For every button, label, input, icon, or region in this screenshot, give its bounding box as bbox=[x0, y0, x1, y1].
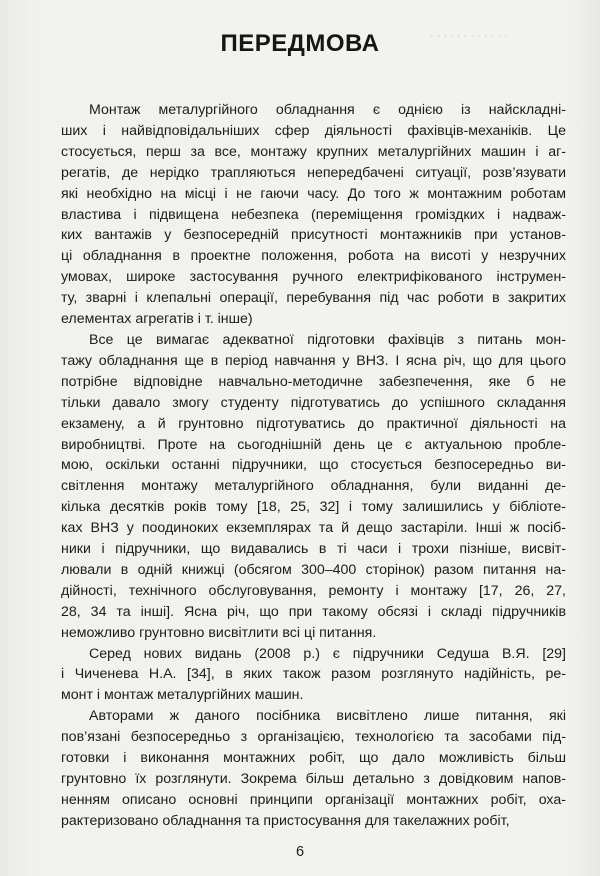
text-line: ших і найвідповідальніших сфер діяльності фахівців-механіків. Це bbox=[61, 122, 566, 139]
text-line: ники і підручники, що видавались в ті часи і трохи пізніше, висвіт- bbox=[61, 541, 566, 558]
text-line: дійності, технічного обслуговування, ремонту і монтажу [17, 26, 27, bbox=[61, 582, 566, 599]
text-line: світлення монтажу металургійного обладнання, були виданні де- bbox=[61, 478, 566, 495]
text-line: Все це вимагає адекватної підготовки фахівців з питань мон- bbox=[89, 331, 566, 348]
text-line: властива і підвищена небезпека (переміщення громіздких і надваж- bbox=[61, 206, 566, 223]
text-line: ту, зварні і клепальні операції, перебування під час роботи в закритих bbox=[61, 290, 566, 307]
show-through-text: · · · · · · · · · · · · bbox=[430, 30, 508, 42]
text-line: пов’язані безпосередньо з організацією, технологією та засобами під- bbox=[61, 729, 566, 746]
text-line: регатів, де нерідко трапляються непередбачені ситуації, розв’язувати bbox=[61, 164, 566, 181]
text-line: грунтовно їх розглянути. Зокрема більш детально з довідковим напов- bbox=[61, 771, 566, 787]
page-title: ПЕРЕДМОВА bbox=[220, 30, 380, 57]
text-line: кілька десятків років тому [18, 25, 32] і тому залишились у бібліоте- bbox=[61, 499, 566, 516]
text-line: екзамену, а й грунтовно підготуватись до практичної діяльності на bbox=[61, 415, 566, 432]
body-text bbox=[61, 100, 566, 832]
text-line: мою, оскільки останні підручники, що стосується безпосередньо ви- bbox=[61, 457, 566, 474]
text-line: монт і монтаж металургійних машин. bbox=[61, 687, 304, 704]
text-line: ці обладнання в проектне положення, робота на висоті у незручних bbox=[61, 248, 566, 265]
text-line: неможливо грунтовно висвітлити всі ці питання. bbox=[61, 624, 377, 641]
text-line: тільки давало змогу студенту підготуватись до успішного складання bbox=[61, 394, 566, 411]
text-line: виробництві. Проте на сьогоднішній день це є актуальною пробле- bbox=[61, 436, 566, 453]
text-line: рактеризовано обладнання та пристосування для такелажних робіт, bbox=[61, 812, 510, 829]
text-line: готовки і виконання монтажних робіт, що дало можливість більш bbox=[61, 750, 566, 767]
text-line: ках ВНЗ у поодиноких екземплярах та й дещо застаріли. Інші ж посіб- bbox=[61, 520, 566, 537]
text-line: Авторами ж даного посібника висвітлено лише питання, які bbox=[89, 708, 566, 725]
paragraph bbox=[61, 330, 566, 644]
text-line: і Чиченева Н.А. [34], в яких також разом розглянуто надійність, ре- bbox=[61, 666, 566, 683]
page-number: 6 bbox=[295, 844, 305, 860]
paragraph bbox=[61, 706, 566, 831]
text-line: стосується, перш за все, монтажу крупних металургійних машин і аг- bbox=[61, 143, 566, 160]
text-line: елементах агрегатів і т. інше) bbox=[61, 311, 253, 328]
text-line: ненням описано основні принципи організації монтажних робіт, оха- bbox=[61, 791, 566, 808]
text-line: тажу обладнання ще в період навчання у ВНЗ. І ясна річ, що для цього bbox=[61, 352, 566, 369]
text-line: які необхідно на місці і не гаючи часу. До того ж монтажним роботам bbox=[61, 185, 566, 202]
text-line: Монтаж металургійного обладнання є однією із найскладні- bbox=[89, 102, 566, 118]
paragraph bbox=[61, 100, 566, 330]
text-line: 28, 34 та інші]. Ясна річ, що при такому обсязі і складі підручників bbox=[61, 603, 566, 620]
text-line: ких вантажів у безпосередній присутності монтажників при установ- bbox=[61, 227, 566, 244]
text-line: потрібне відповідне навчально-методичне забезпечення, яке б не bbox=[61, 373, 566, 390]
text-line: лювали в одній книжці (обсягом 300–400 сторінок) разом питання на- bbox=[61, 561, 566, 578]
text-line: умовах, широке застосування ручного електрифікованого інструмен- bbox=[61, 269, 566, 286]
text-line: Серед нових видань (2008 р.) є підручники Седуша В.Я. [29] bbox=[89, 645, 566, 662]
paragraph bbox=[61, 644, 566, 707]
